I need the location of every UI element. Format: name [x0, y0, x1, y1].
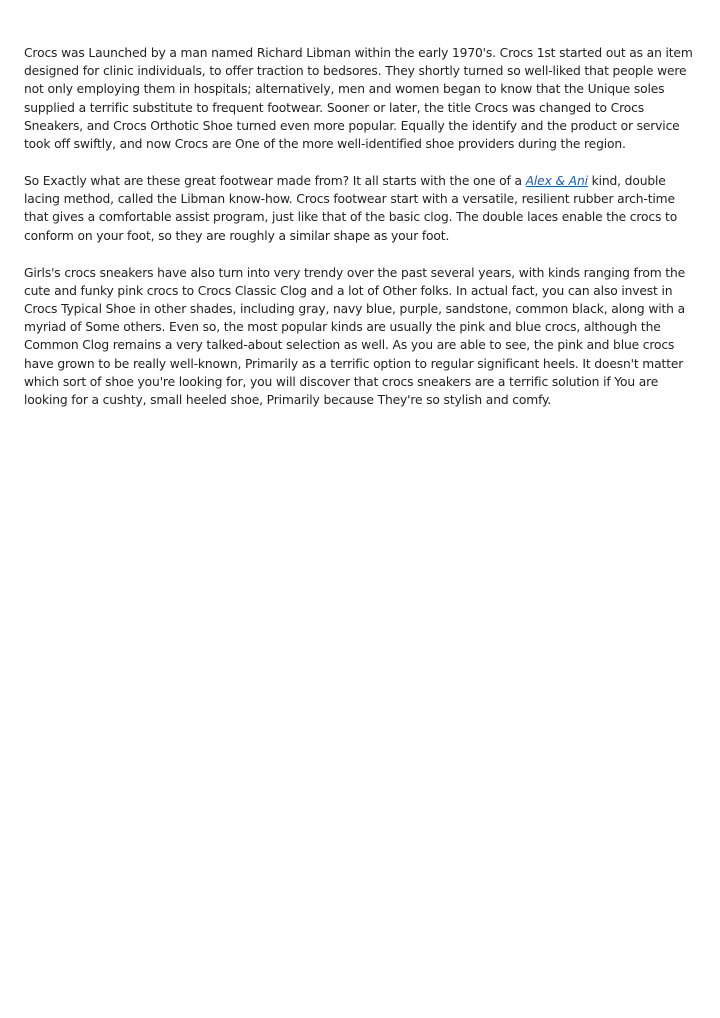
alex-and-ani-link[interactable]: Alex & Ani — [525, 174, 588, 189]
article-body — [24, 44, 700, 428]
paragraph-2 — [24, 172, 700, 245]
paragraph-2-text-before-link: So Exactly what are these great footwear made from? It all starts with the one of a — [24, 174, 526, 189]
paragraph-1: Crocs was Launched by a man named Richard Libman within the early 1970's. Crocs 1st started out as an item designed for clinic individuals, to offer traction to bedsores. They shortly turned so well-liked that people were not only employing them in hospitals; alternatively, men and women began to know that the Unique soles supplied a terrific substitute to frequent footwear. Sooner or later, the title Crocs was changed to Crocs Sneakers, and Crocs Orthotic Shoe turned even more popular. Equally the identify and the product or service took off swiftly, and now Crocs are One of the more well-identified shoe providers during the region. — [24, 46, 693, 152]
paragraph-2-text-after-link: kind, double lacing method, called the Libman know-how. Crocs footwear start with a versatile, resilient rubber arch-time that gives a comfortable assist program, just like that of the basic clog. The double laces enable the crocs to conform on your foot, so they are roughly a similar shape as your foot. — [24, 174, 678, 243]
paragraph-3: Girls's crocs sneakers have also turn into very trendy over the past several years, with kinds ranging from the cute and funky pink crocs to Crocs Classic Clog and a lot of Other folks. In actual fact, you can also invest in Crocs Typical Shoe in other shades, including gray, navy blue, purple, sandstone, common black, along with a myriad of Some others. Even so, the most popular kinds are usually the pink and blue crocs, although the Common Clog remains a very talked-about selection as well. As you are able to see, the pink and blue crocs have grown to be really well-known, Primarily as a terrific option to regular significant heels. It doesn't matter which sort of shoe you're looking for, you will discover that crocs sneakers are a terrific solution if You are looking for a cushty, small heeled shoe, Primarily because They're so stylish and comfy. — [24, 265, 686, 408]
